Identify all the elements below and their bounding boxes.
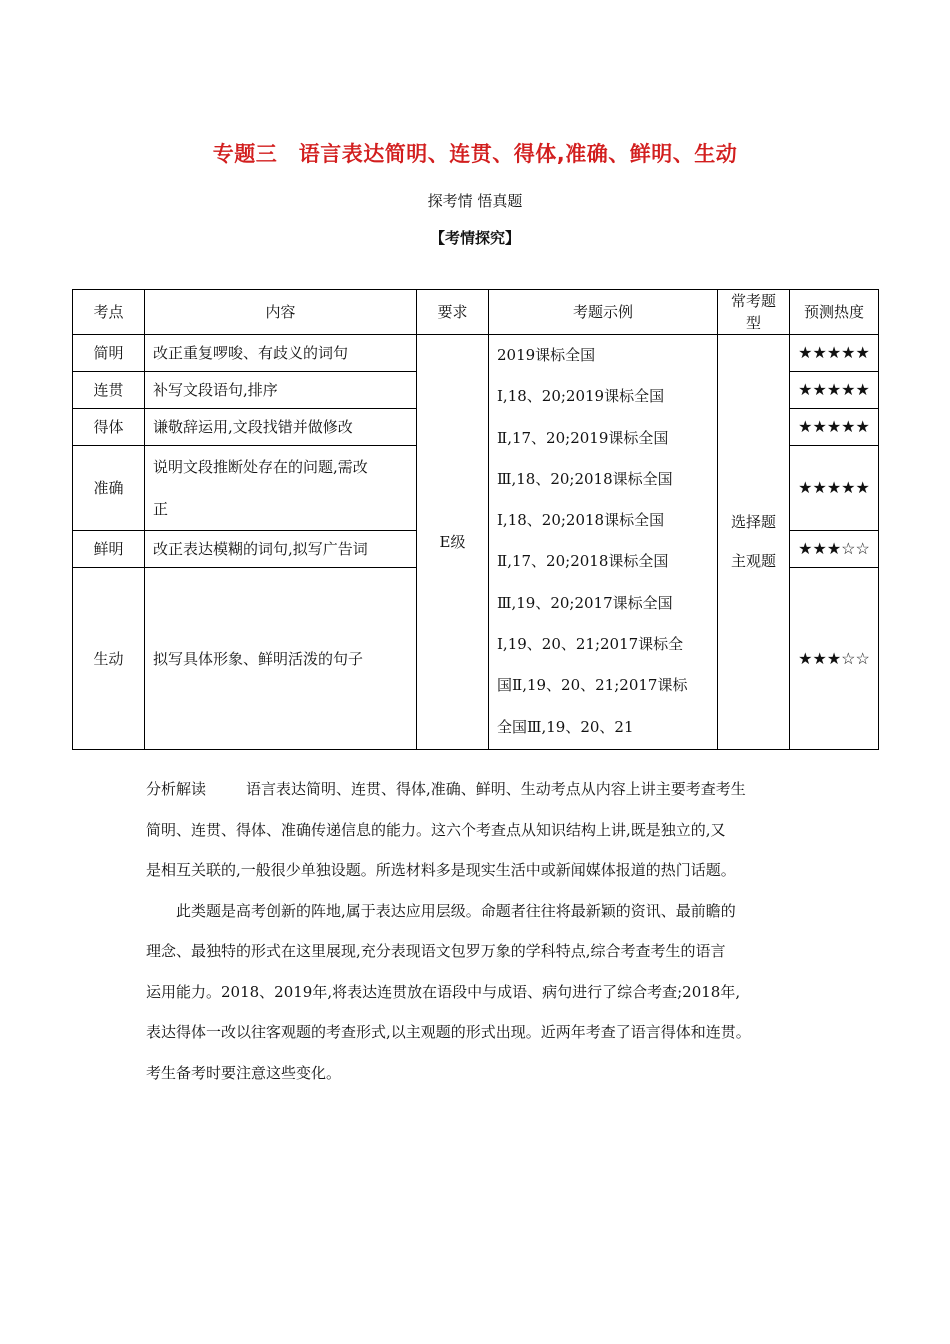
analysis-line: 简明、连贯、得体、准确传递信息的能力。这六个考查点从知识结构上讲,既是独立的,又 — [146, 820, 726, 839]
analysis-section — [146, 769, 826, 1093]
page-subtitle: 探考情 悟真题 — [427, 192, 523, 210]
content-cell: 拟写具体形象、鲜明活泼的句子 — [145, 568, 417, 750]
analysis-label: 分析解读 — [146, 780, 207, 798]
examples-cell — [489, 335, 718, 750]
example-line: Ⅰ,19、20、21;2017课标全 — [497, 635, 684, 654]
example-line: 2019课标全国 — [497, 346, 596, 364]
question-type-cell — [718, 335, 790, 750]
section-heading: 【考情探究】 — [429, 229, 520, 247]
content-line: 正 — [153, 500, 169, 518]
analysis-line: 运用能力。2018、2019年,将表达连贯放在语段中与成语、病句进行了综合考查;2018年, — [146, 982, 741, 1001]
example-line: 全国Ⅲ,19、20、21 — [497, 717, 634, 736]
content-cell: 改正表达模糊的词句,拟写广告词 — [145, 531, 417, 568]
heat-rating: ★★★★★ — [790, 335, 879, 372]
analysis-line: 分析解读 语言表达简明、连贯、得体,准确、鲜明、生动考点从内容上讲主要考查考生 — [146, 769, 826, 810]
analysis-line: 此类题是高考创新的阵地,属于表达应用层级。命题者往往将最新颖的资讯、最前瞻的 — [146, 901, 736, 920]
heat-rating: ★★★★★ — [790, 372, 879, 409]
table-row — [73, 335, 879, 372]
point-cell: 连贯 — [73, 372, 145, 409]
header-question-type: 常考题型 — [718, 290, 790, 335]
header-point: 考点 — [73, 290, 145, 335]
header-content: 内容 — [145, 290, 417, 335]
example-line: Ⅰ,18、20;2018课标全国 — [497, 511, 665, 530]
example-line: Ⅱ,17、20;2018课标全国 — [497, 552, 669, 571]
point-cell: 鲜明 — [73, 531, 145, 568]
content-cell: 补写文段语句,排序 — [145, 372, 417, 409]
header-examples: 考题示例 — [489, 290, 718, 335]
header-heat: 预测热度 — [790, 290, 879, 335]
heat-rating: ★★★★★ — [790, 446, 879, 531]
analysis-line: 理念、最独特的形式在这里展现,充分表现语文包罗万象的学科特点,综合考查考生的语言 — [146, 942, 726, 960]
table-header-row — [73, 290, 879, 335]
point-cell: 简明 — [73, 335, 145, 372]
point-cell: 准确 — [73, 446, 145, 531]
heat-rating: ★★★☆☆ — [790, 568, 879, 750]
question-type: 选择题 — [730, 513, 776, 531]
example-line: 国Ⅱ,19、20、21;2017课标 — [497, 676, 688, 695]
example-line: Ⅲ,19、20;2017课标全国 — [497, 593, 673, 612]
header-requirement: 要求 — [417, 290, 489, 335]
content-cell — [145, 446, 417, 531]
content-line: 说明文段推断处存在的问题,需改 — [153, 458, 368, 476]
heat-rating: ★★★★★ — [790, 409, 879, 446]
heat-rating: ★★★☆☆ — [790, 531, 879, 568]
point-cell: 得体 — [73, 409, 145, 446]
question-type: 主观题 — [730, 552, 776, 570]
example-line: Ⅱ,17、20;2019课标全国 — [497, 428, 669, 447]
content-cell: 谦敬辞运用,文段找错并做修改 — [145, 409, 417, 446]
page-title: 专题三 语言表达简明、连贯、得体,准确、鲜明、生动 — [212, 142, 738, 166]
analysis-line: 是相互关联的,一般很少单独设题。所选材料多是现实生活中或新闻媒体报道的热门话题。 — [146, 861, 736, 879]
content-cell: 改正重复啰唆、有歧义的词句 — [145, 335, 417, 372]
example-line: Ⅲ,18、20;2018课标全国 — [497, 469, 673, 488]
analysis-line: 表达得体一改以往客观题的考查形式,以主观题的形式出现。近两年考查了语言得体和连贯。 — [146, 1023, 751, 1041]
requirement-cell: E级 — [417, 335, 489, 750]
point-cell: 生动 — [73, 568, 145, 750]
analysis-line: 考生备考时要注意这些变化。 — [146, 1063, 342, 1082]
exam-analysis-table — [72, 289, 879, 750]
example-line: Ⅰ,18、20;2019课标全国 — [497, 387, 665, 406]
